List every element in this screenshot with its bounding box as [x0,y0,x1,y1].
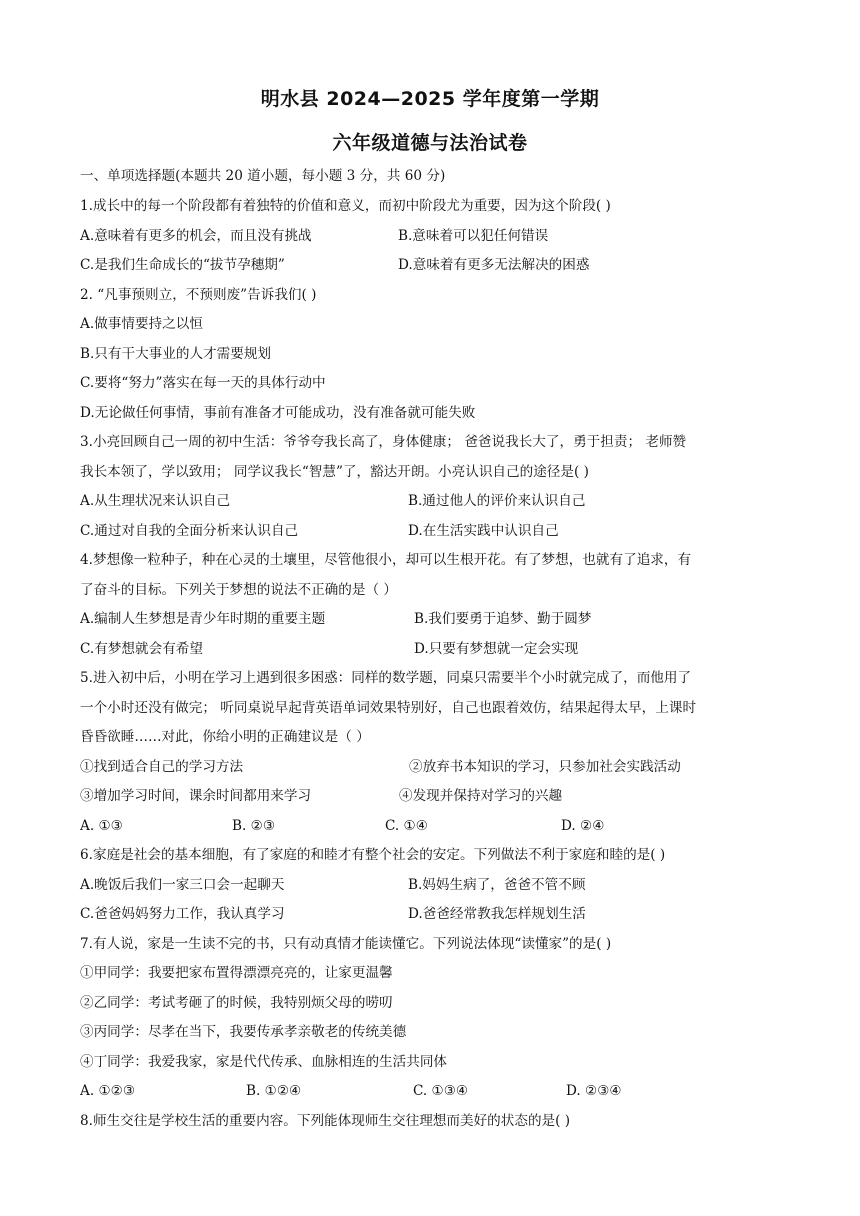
section-heading: 一、单项选择题(本题共 20 道小题，每小题 3 分，共 60 分) [80,168,446,184]
question-3-option-b: B.通过他人的评价来认识自己 [408,493,586,509]
question-3-stem-line2: 我长本领了，学以致用； 同学议我长“智慧”了，豁达开朗。小亮认识自己的途径是( ) [80,464,589,480]
question-4-stem-line1: 4.梦想像一粒种子，种在心灵的土壤里，尽管他很小，却可以生根开花。有了梦想，也就有了追求，有 [80,552,692,568]
question-4-option-d: D.只要有梦想就一定会实现 [414,641,579,657]
question-7-stem: 7.有人说，家是一生读不完的书，只有动真情才能读懂它。下列说法体现“读懂家”的是( ) [80,936,612,952]
question-2-stem: 2. “凡事预则立，不预则废”告诉我们( ) [80,287,317,303]
question-1-option-b: B.意味着可以犯任何错误 [398,228,549,244]
question-7-statement-4: ④丁同学：我爱我家，家是代代传承、血脉相连的生活共同体 [80,1054,448,1070]
question-1-option-d: D.意味着有更多无法解决的困惑 [398,257,590,273]
question-3-option-c: C.通过对自我的全面分析来认识自己 [80,523,299,539]
question-5-stem-line1: 5.进入初中后，小明在学习上遇到很多困惑：同样的数学题，同桌只需要半个小时就完成了，而他用了 [80,670,692,686]
question-2-option-b: B.只有干大事业的人才需要规划 [80,346,272,362]
question-4-option-c: C.有梦想就会有希望 [80,641,203,657]
question-7-option-b: B. ①②④ [246,1083,302,1099]
question-8-stem: 8.师生交往是学校生活的重要内容。下列能体现师生交往理想而美好的状态的是( ) [80,1113,571,1129]
exam-title-line1: 明水县 2024—2025 学年度第一学期 [260,88,600,110]
question-4-option-a: A.编制人生梦想是青少年时期的重要主题 [80,611,326,627]
question-1-option-a: A.意味着有更多的机会，而且没有挑战 [80,228,312,244]
question-6-option-a: A.晚饭后我们一家三口会一起聊天 [80,877,285,893]
question-3-option-a: A.从生理状况来认识自己 [80,493,231,509]
question-6-option-c: C.爸爸妈妈努力工作，我认真学习 [80,906,285,922]
question-4-option-b: B.我们要勇于追梦、勤于圆梦 [414,611,592,627]
question-7-statement-3: ③丙同学：尽孝在当下，我要传承孝亲敬老的传统美德 [80,1024,407,1040]
question-5-statement-4: ④发现并保持对学习的兴趣 [399,788,563,804]
question-2-option-d: D.无论做任何事情，事前有准备才可能成功，没有准备就可能失败 [80,405,476,421]
question-1-stem: 1.成长中的每一个阶段都有着独特的价值和意义，而初中阶段尤为重要，因为这个阶段( ) [80,198,611,214]
question-7-statement-1: ①甲同学：我要把家布置得漂漂亮亮的，让家更温馨 [80,965,393,981]
question-5-stem-line3: 昏昏欲睡……对此，你给小明的正确建议是（ ） [80,729,370,745]
question-5-option-d: D. ②④ [561,818,605,834]
question-2-option-a: A.做事情要持之以恒 [80,316,203,332]
question-6-option-b: B.妈妈生病了，爸爸不管不顾 [408,877,586,893]
question-5-stem-line2: 一个小时还没有做完； 听同桌说早起背英语单词效果特别好，自己也跟着效仿，结果起得太早，上课时 [80,700,697,716]
question-5-option-a: A. ①③ [80,818,123,834]
question-6-stem: 6.家庭是社会的基本细胞，有了家庭的和睦才有整个社会的安定。下列做法不利于家庭和睦的是( ) [80,847,666,863]
question-1-option-c: C.是我们生命成长的“拔节孕穗期” [80,257,285,273]
question-5-statement-2: ②放弃书本知识的学习，只参加社会实践活动 [409,759,681,775]
question-5-option-b: B. ②③ [232,818,276,834]
question-3-option-d: D.在生活实践中认识自己 [408,523,559,539]
question-7-option-a: A. ①②③ [80,1083,136,1099]
question-5-statement-3: ③增加学习时间，课余时间都用来学习 [80,788,312,804]
question-6-option-d: D.爸爸经常教我怎样规划生活 [408,906,586,922]
question-7-statement-2: ②乙同学：考试考砸了的时候，我特别烦父母的唠叨 [80,995,393,1011]
question-5-option-c: C. ①④ [385,818,428,834]
exam-title-line2: 六年级道德与法治试卷 [332,132,528,154]
question-7-option-d: D. ②③④ [566,1083,622,1099]
question-4-stem-line2: 了奋斗的目标。下列关于梦想的说法不正确的是（ ） [80,582,397,598]
question-5-statement-1: ①找到适合自己的学习方法 [80,759,244,775]
question-3-stem-line1: 3.小亮回顾自己一周的初中生活：爷爷夸我长高了，身体健康； 爸爸说我长大了，勇于担责； 老师赞 [80,434,687,450]
question-2-option-c: C.要将“努力”落实在每一天的具体行动中 [80,375,326,391]
question-7-option-c: C. ①③④ [413,1083,469,1099]
